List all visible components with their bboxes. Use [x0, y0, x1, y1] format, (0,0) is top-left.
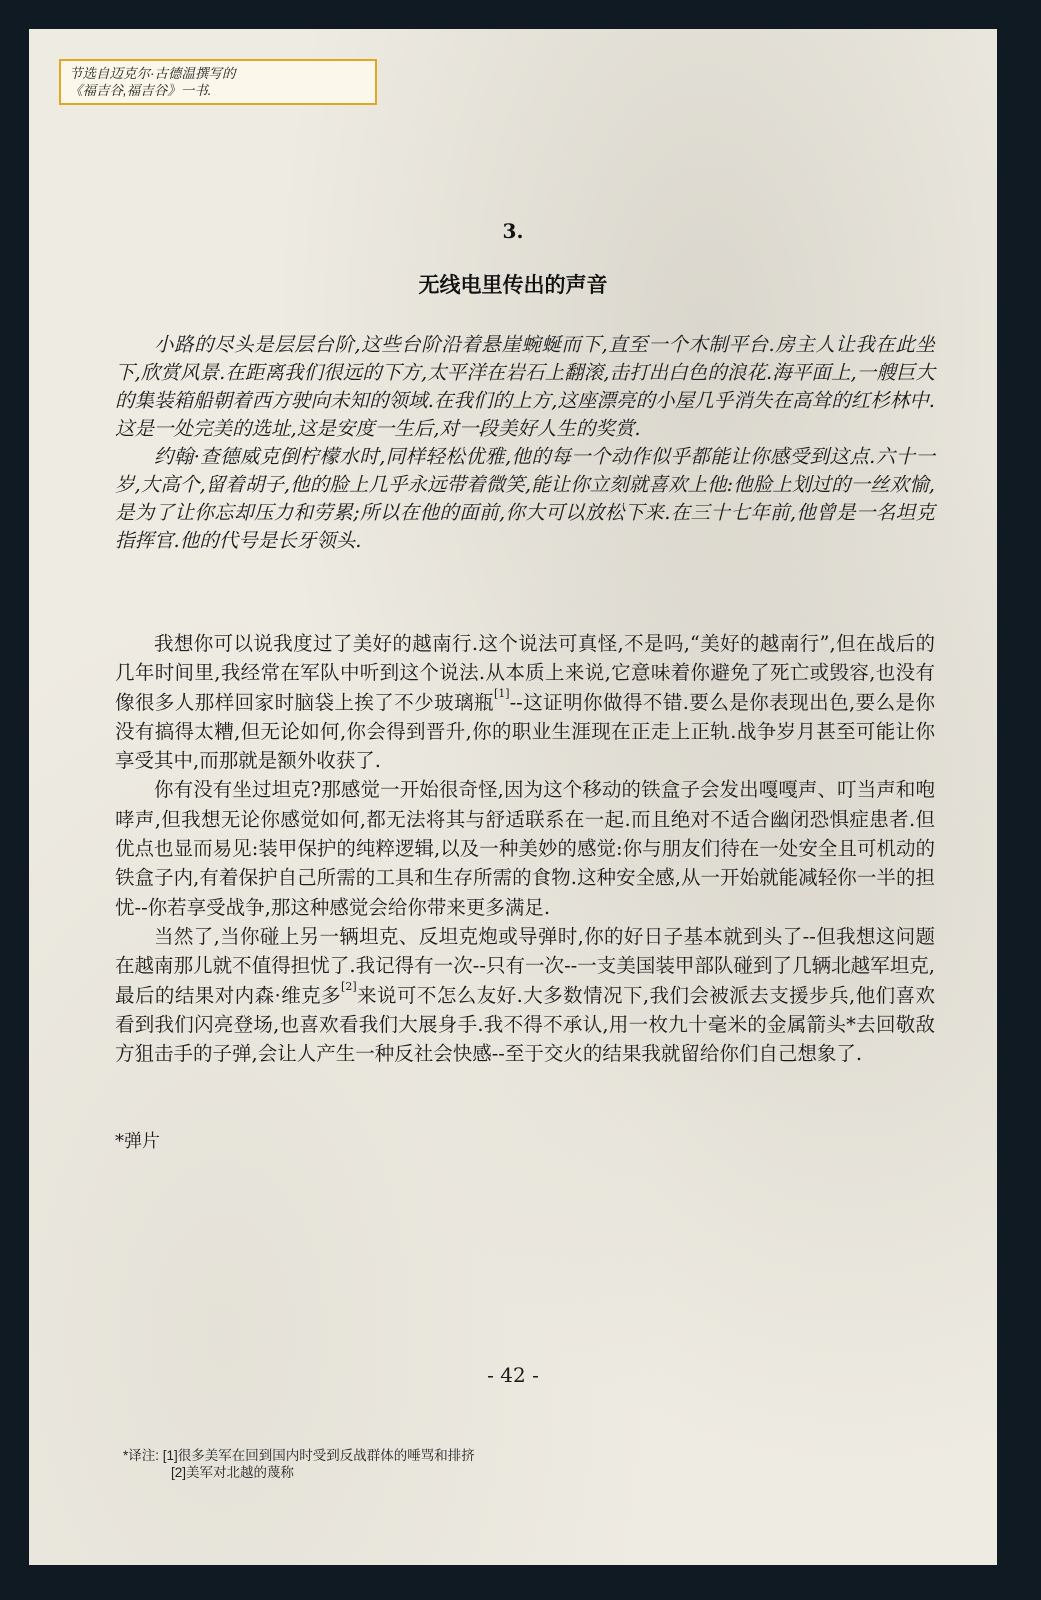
body-paragraph-3 [115, 922, 935, 1068]
footnote: *弹片 [115, 1131, 160, 1152]
book-page [29, 29, 997, 1565]
translator-note-2: [2]美军对北越的蔑称 [171, 1465, 295, 1480]
italic-paragraph-1: 小路的尽头是层层台阶,这些台阶沿着悬崖蜿蜒而下,直至一个木制平台.房主人让我在此坐下,欣赏风景.在距离我们很远的下方,太平洋在岩石上翻滚,击打出白色的浪花.海平面上,一艘巨大的集装箱船朝着西方驶向未知的领域.在我们的上方,这座漂亮的小屋几乎消失在高耸的红杉林中.这是一处完美的选址,这是安度一生后,对一段美好人生的奖赏. [115, 333, 935, 440]
footnote-marker-1: [1] [494, 686, 510, 700]
body-text [115, 629, 935, 1068]
footnote-marker-2: [2] [341, 979, 357, 993]
translator-note-1: *译注: [1]很多美军在回到国内时受到反战群体的唾骂和排挤 [123, 1448, 475, 1463]
caption-line-1: 节选自迈克尔·古德温撰写的 [69, 66, 236, 81]
caption-line-2: 《福吉谷,福吉谷》一书. [69, 83, 212, 98]
source-caption [59, 59, 377, 105]
chapter-number: 3. [502, 219, 524, 243]
body-p1-text-b: --这证明你做得不错.要么是你表现出色,要么是你没有搞得太糟,但无论如何,你会得到晋升,你的职业生涯现在正走上正轨.战争岁月甚至可能让你享受其中,而那就是额外收获了. [115, 690, 935, 773]
chapter-title: 无线电里传出的声音 [418, 272, 608, 297]
body-p1-text-a: 我想你可以说我度过了美好的越南行.这个说法可真怪,不是吗,“美好的越南行”,但在战后的几年时间里,我经常在军队中听到这个说法.从本质上来说,它意味着你避免了死亡或毁容,也没有像很多人那样回家时脑袋上挨了不少玻璃瓶 [115, 632, 935, 714]
body-paragraph-1 [115, 629, 935, 775]
body-p3-text-b: 来说可不怎么友好.大多数情况下,我们会被派去支援步兵,他们喜欢看到我们闪亮登场,也喜欢看我们大展身手.我不得不承认,用一枚九十毫米的金属箭头*去回敬敌方狙击手的子弹,会让人产生一种反社会快感--至于交火的结果我就留给你们自己想象了. [115, 983, 935, 1066]
italic-paragraph-2: 约翰·查德威克倒柠檬水时,同样轻松优雅,他的每一个动作似乎都能让你感受到这点.六十一岁,大高个,留着胡子,他的脸上几乎永远带着微笑,能让你立刻就喜欢上他:他脸上划过的一丝欢愉,是为了让你忘却压力和劳累;所以在他的面前,你大可以放松下来.在三十七年前,他曾是一名坦克指挥官.他的代号是长牙领头. [115, 445, 935, 552]
page-number: - 42 - [487, 1363, 539, 1387]
body-paragraph-2: 你有没有坐过坦克?那感觉一开始很奇怪,因为这个移动的铁盒子会发出嘎嘎声、叮当声和咆哮声,但我想无论你感觉如何,都无法将其与舒适联系在一起.而且绝对不适合幽闭恐惧症患者.但优点也显而易见:装甲保护的纯粹逻辑,以及一种美妙的感觉:你与朋友们待在一处安全且可机动的铁盒子内,有着保护自己所需的工具和生存所需的食物.这种安全感,从一开始就能减轻你一半的担忧--你若享受战争,那这种感觉会给你带来更多满足. [115, 778, 935, 919]
body-p3-text-a: 当然了,当你碰上另一辆坦克、反坦克炮或导弹时,你的好日子基本就到头了--但我想这问题在越南那儿就不值得担忧了.我记得有一次--只有一次--一支美国装甲部队碰到了几辆北越军坦克,最后的结果对内森·维克多 [115, 924, 935, 1007]
translator-notes [123, 1447, 475, 1481]
italic-intro [115, 331, 935, 555]
